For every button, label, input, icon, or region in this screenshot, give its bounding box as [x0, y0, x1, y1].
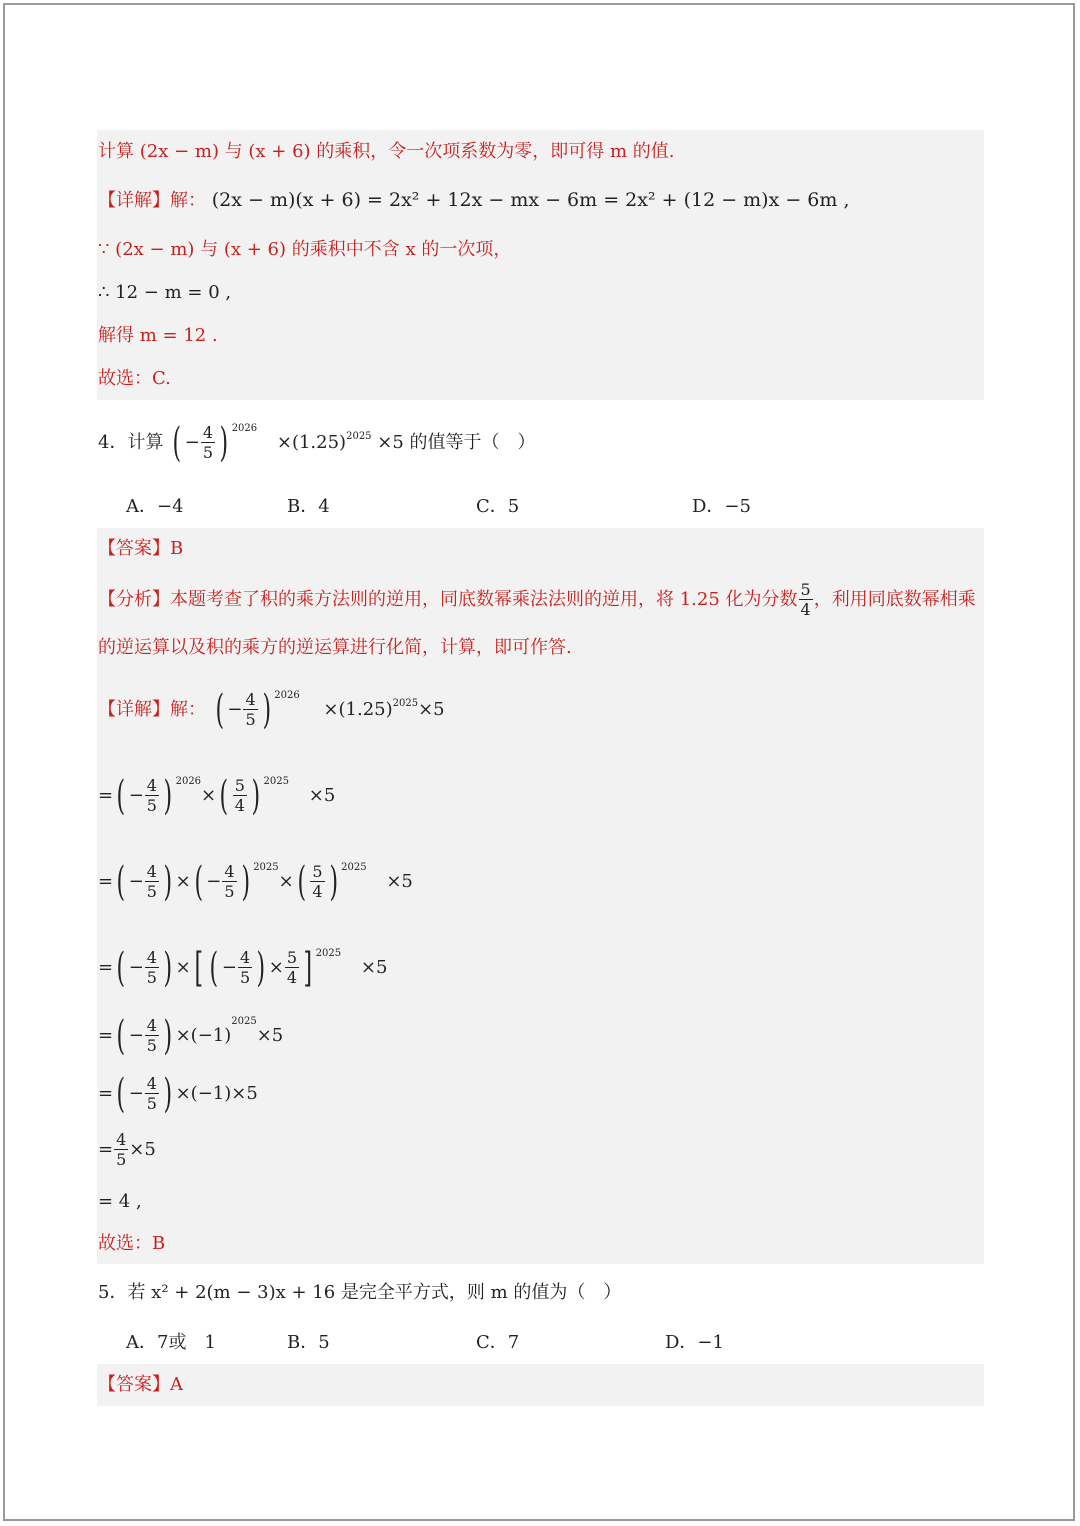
q4-detail-step-5: =( − $\frac{4}{5}$ ) ×(−1)×5	[98, 1071, 258, 1117]
q4-option-d: D．−5	[692, 496, 751, 517]
q5-option-a: A．7或 1	[126, 1332, 216, 1353]
q4-option-b: B．4	[287, 496, 330, 517]
q4-base-125: ×(1.25)	[276, 432, 347, 453]
q3-choose-line: 故选：C.	[98, 368, 171, 389]
q4-stem-suffix: ×5 的值等于（ ）	[377, 432, 536, 453]
q4-detail-step-0: 【详解】解： ( − $\frac{4}{5}$ ) $^{2026} \times(1.25)^{2025}\times 5$	[98, 687, 445, 733]
q5-stem: 5．若 x² + 2(m − 3)x + 16 是完全平方式，则 m 的值为（ ）	[98, 1282, 622, 1303]
q3-detail-prefix: 【详解】解：	[98, 190, 206, 211]
solution-block-q5	[97, 1364, 984, 1406]
q4-exp-2025: 2025	[346, 431, 372, 442]
q5-answer: 【答案】A	[98, 1374, 183, 1395]
q5-option-b: B．5	[287, 1332, 330, 1353]
q5-option-c: C．7	[476, 1332, 520, 1353]
q4-analysis-fraction: $\frac{5}{4}$	[800, 580, 811, 619]
q3-solve-line: 解得 m = 12 .	[98, 325, 218, 346]
q4-detail-step-1: =( − $\frac{4}{5}$ ) $^{2026}$×( $\frac{5}{4}$ ) $^{2025}$ ×5	[98, 773, 336, 819]
q5-option-d: D．−1	[665, 1332, 724, 1353]
q3-therefore-line: ∴ 12 − m = 0 ,	[98, 282, 232, 303]
q3-detail-line	[98, 188, 850, 213]
q4-choose-line: 故选：B	[98, 1233, 166, 1254]
q4-detail-step-3: =( − $\frac{4}{5}$ ) ×[ ( − $\frac{4}{5}$ ) × $\frac{5}{4}$ ] $^{2025}$ ×5	[98, 945, 388, 991]
q4-stem-prefix: 4．计算	[98, 432, 164, 453]
q3-because-line: ∵ (2x − m) 与 (x + 6) 的乘积中不含 x 的一次项，	[98, 239, 512, 260]
q3-detail-expr: (2x − m)(x + 6) = 2x² + 12x − mx − 6m = 2x² + (12 − m)x − 6m ,	[211, 189, 850, 211]
solution-block-q3	[97, 130, 984, 400]
q4-exp-2026: 2026	[231, 423, 258, 434]
q3-analysis-line: 计算 (2x − m) 与 (x + 6) 的乘积，令一次项系数为零，即可得 m 的值.	[98, 141, 675, 162]
q4-detail-step-2: =( − $\frac{4}{5}$ ) ×( − $\frac{4}{5}$ ) $^{2025}$×( $\frac{5}{4}$ ) $^{2025}$ ×5	[98, 859, 413, 905]
q4-stem: 4．计算 ( − $\frac{4}{5}$ ) $^{2026} \times(1.25)^{2025} \times 5$ 的值等于（ ）	[98, 420, 536, 466]
q4-analysis-line-1: 【分析】本题考查了积的乘方法则的逆用，同底数幂乘法法则的逆用，将 1.25 化为分数 $\frac{5}{4}$ ，利用同底数幂相乘	[98, 580, 976, 619]
q4-stem-fraction: $\frac{4}{5}$	[202, 423, 214, 462]
q4-detail-step-6: = $\frac{4}{5}$ ×5	[98, 1130, 156, 1169]
q4-analysis-line-2: 的逆运算以及积的乘方的逆运算进行化简，计算，即可作答.	[98, 637, 572, 658]
q4-detail-step-4: =( − $\frac{4}{5}$ ) $\times(-1)^{2025}\times 5$	[98, 1013, 284, 1059]
q4-option-c: C．5	[476, 496, 520, 517]
q4-answer: 【答案】B	[98, 538, 184, 559]
q4-option-a: A．−4	[126, 496, 184, 517]
q4-detail-step-7: = 4 ,	[98, 1191, 142, 1212]
